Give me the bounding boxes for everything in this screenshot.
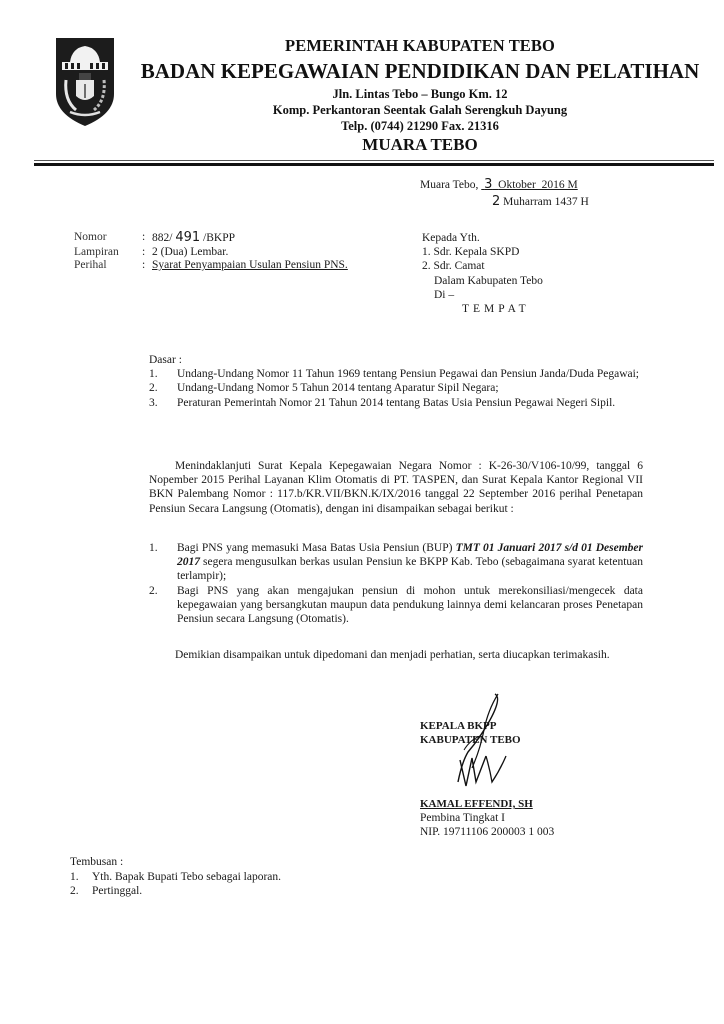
- signatory-rank: Pembina Tingkat I: [420, 812, 505, 824]
- item-number: 3.: [149, 396, 158, 409]
- hijri-date: [492, 195, 589, 210]
- point-text-pre: Bagi PNS yang memasuki Masa Batas Usia Pensiun (BUP): [177, 542, 456, 554]
- meta-colon: :: [142, 245, 146, 258]
- signatory-nip: NIP. 19711106 200003 1 003: [420, 826, 555, 838]
- item-text: [177, 541, 643, 584]
- point-item: [149, 584, 643, 627]
- letter-meta: [74, 231, 348, 273]
- signatory: [420, 797, 554, 839]
- tebo-regency-crest-icon: [52, 32, 118, 128]
- dasar-section: [149, 353, 643, 410]
- item-number: 1.: [70, 870, 79, 883]
- signatory-name: KAMAL EFFENDI, SH: [420, 798, 533, 810]
- item-number: 2.: [70, 885, 79, 897]
- signature-title-2: KABUPATEN TEBO: [420, 734, 521, 746]
- handwritten-signature-icon: [440, 690, 530, 800]
- letterhead-divider-thin: [34, 160, 714, 161]
- letterhead-government: PEMERINTAH KABUPATEN TEBO: [285, 36, 555, 55]
- date-day-handwritten: 3: [484, 177, 493, 192]
- meta-label: Nomor: [74, 231, 107, 243]
- item-number: 2.: [149, 382, 158, 395]
- item-text: Bagi PNS yang akan mengajukan pensiun di mohon untuk merekonsiliasi/mengecek data kepegawaian yang bersangkutan maupun data pendukung lainnya demi kelancaran proses Penetapan Pensiun secara Langsung (Otomatis).: [177, 584, 643, 626]
- hijri-day-handwritten: 2: [492, 194, 501, 209]
- recipient-di: Di –: [434, 288, 455, 301]
- points-section: [149, 541, 643, 626]
- tembusan-item: [70, 884, 281, 899]
- tembusan-item: [70, 870, 281, 885]
- dasar-label: Dasar :: [149, 354, 182, 366]
- closing-paragraph: Demikian disampaikan untuk dipedomani dan menjadi perhatian, serta diucapkan terimakasih.: [175, 649, 610, 661]
- tembusan-section: [70, 855, 281, 899]
- item-number: 1.: [149, 542, 158, 554]
- meta-colon: :: [142, 259, 146, 271]
- nomor-handwritten: 491: [175, 230, 201, 245]
- main-paragraph-section: [149, 459, 643, 516]
- meta-value: [152, 231, 348, 246]
- meta-label: Lampiran: [74, 245, 119, 258]
- dasar-item: [149, 381, 643, 395]
- letterhead-phone: Telp. (0744) 21290 Fax. 21316: [341, 119, 499, 133]
- hijri-rest: Muharram 1437 H: [503, 196, 589, 208]
- dasar-item: [149, 396, 643, 410]
- nomor-suffix: /BKPP: [200, 232, 235, 244]
- point-text-post: segera mengusulkan berkas usulan Pensiun ke BKPP Kab. Tebo (sebagaimana syarat ketentuan terlampir);: [177, 556, 643, 583]
- meta-row-lampiran: [74, 246, 348, 260]
- letter-date: [420, 178, 578, 193]
- meta-colon: :: [142, 231, 146, 243]
- signature-title-1: KEPALA BKPP: [420, 720, 497, 732]
- item-text: Undang-Undang Nomor 5 Tahun 2014 tentang Aparatur Sipil Negara;: [177, 382, 499, 395]
- meta-label: Perihal: [74, 259, 107, 271]
- point-item: [149, 541, 643, 584]
- letterhead-agency: BADAN KEPEGAWAIAN PENDIDIKAN DAN PELATIHAN: [140, 59, 700, 83]
- main-paragraph: Menindaklanjuti Surat Kepala Kepegawaian Negara Nomor : K-26-30/V106-10/99, tanggal 6 Nopember 2015 Perihal Layanan Klim Otomatis di PT. TASPEN, dan Surat Kepala Kantor Regional VII BKN Palembang Nomor : 117.b/KR.VII/BKN.K/IX/2016 tanggal 22 September 2016 perihal Penetapan Pensiun Secara Langsung (Otomatis), dengan ini disampaikan sebagai berikut :: [149, 460, 643, 515]
- item-text: Undang-Undang Nomor 11 Tahun 1969 tentang Pensiun Pegawai dan Pensiun Janda/Duda Pegawai;: [177, 368, 639, 381]
- item-text: Yth. Bapak Bupati Tebo sebagai laporan.: [92, 870, 282, 883]
- meta-value: 2 (Dua) Lembar.: [152, 245, 229, 258]
- meta-row-perihal: [74, 259, 348, 273]
- closing-section: [149, 648, 643, 662]
- letterhead-city: MUARA TEBO: [362, 135, 478, 154]
- recipient-item: 1. Sdr. Kepala SKPD: [422, 246, 520, 259]
- item-text: Peraturan Pemerintah Nomor 21 Tahun 2014 tentang Batas Usia Pensiun Pegawai Negeri Sipil.: [177, 396, 616, 409]
- item-number: 2.: [149, 584, 158, 597]
- meta-row-nomor: [74, 231, 348, 246]
- date-value: [481, 179, 577, 191]
- letterhead-divider-thick: [34, 163, 714, 166]
- date-month-year: Oktober 2016 M: [498, 179, 578, 191]
- item-number: 1.: [149, 368, 158, 381]
- recipient-item: 2. Sdr. Camat: [422, 260, 485, 273]
- point-text-emphasis: TMT 01 Januari 2017 s/d 01 Desember 2017: [177, 542, 644, 569]
- recipient-greeting: Kepada Yth.: [422, 232, 480, 244]
- tembusan-label: Tembusan :: [70, 856, 124, 868]
- letterhead-address-2: Komp. Perkantoran Seentak Galah Serengkuh Dayung: [272, 103, 568, 117]
- dasar-item: [149, 367, 643, 381]
- date-city: Muara Tebo,: [420, 179, 479, 191]
- recipient-location: Dalam Kabupaten Tebo: [434, 274, 543, 287]
- recipient-tempat: TEMPAT: [462, 303, 530, 316]
- nomor-prefix: 882/: [152, 232, 176, 244]
- item-text: Pertinggal.: [92, 885, 143, 897]
- letterhead-address-1: Jln. Lintas Tebo – Bungo Km. 12: [332, 87, 508, 101]
- recipient-block: [422, 231, 543, 316]
- meta-value: Syarat Penyampaian Usulan Pensiun PNS.: [152, 259, 348, 271]
